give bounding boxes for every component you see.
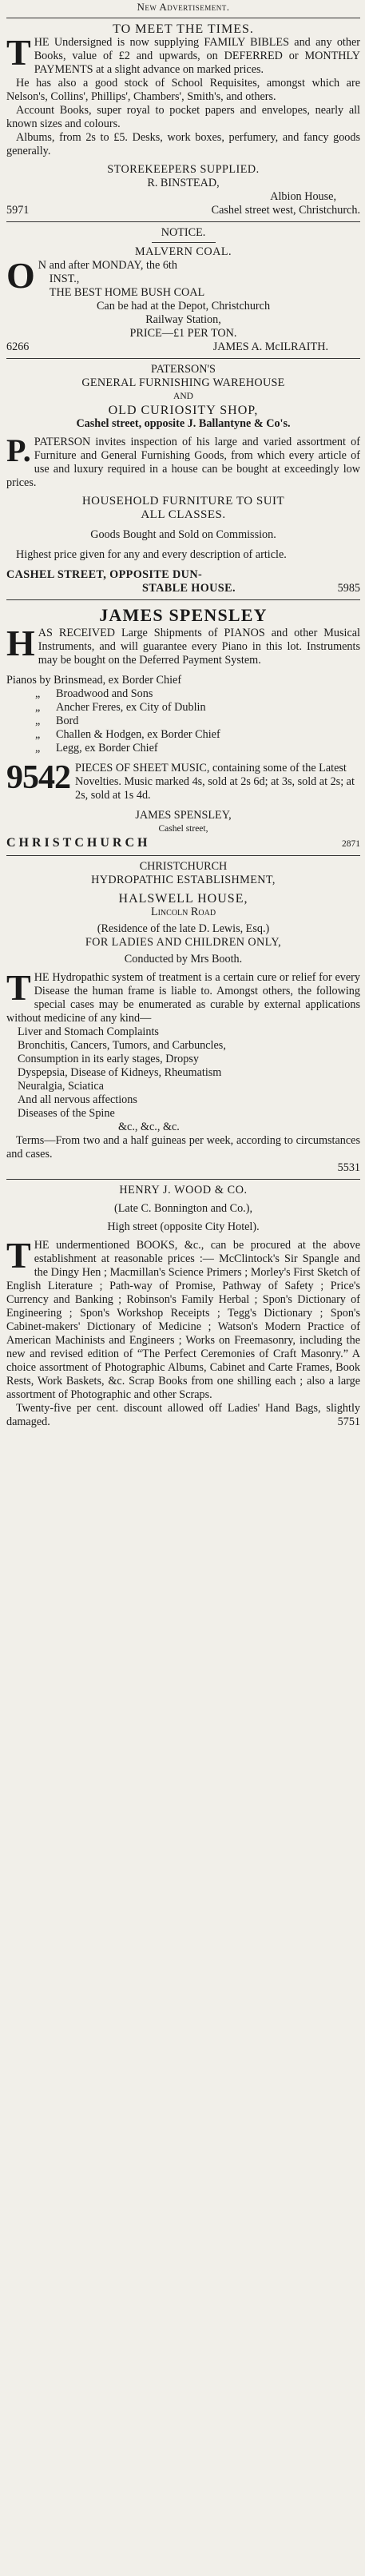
ad-number: 5985	[337, 582, 360, 595]
ad-line: Goods Bought and Sold on Commission.	[90, 528, 276, 541]
ad-audience: FOR LADIES AND CHILDREN ONLY,	[85, 936, 282, 949]
ailment-item: Liver and Stomach Complaints	[18, 1025, 159, 1038]
piano-list-item	[6, 728, 360, 742]
drop-cap: T	[6, 967, 31, 1008]
ad-body	[6, 255, 360, 300]
short-divider	[152, 242, 216, 243]
advertisement-paterson	[6, 363, 360, 595]
advertiser-name: JAMES SPENSLEY,	[135, 809, 232, 822]
ad-title: HENRY J. WOOD & CO.	[119, 1184, 248, 1196]
notice-label: NOTICE.	[161, 226, 206, 239]
ad-title: MALVERN COAL.	[134, 245, 232, 258]
piano-name: Bord	[56, 715, 79, 727]
ad-body-text: PATERSON invites inspection of his large and varied assortment of Furniture and General Furnishing Goods, from which every article of use and luxury required in a house can be bought at exceedingly low prices.	[6, 436, 360, 489]
ad-conductor: Conducted by Mrs Booth.	[124, 953, 243, 966]
ailment-item: Dyspepsia, Disease of Kidneys, Rheumatism	[18, 1066, 222, 1079]
ad-number: 5971	[6, 204, 30, 217]
sheet-music-count: 9542	[6, 759, 70, 796]
advertisement-spensley	[6, 604, 360, 851]
ad-residence: (Residence of the late D. Lewis, Esq.)	[97, 922, 270, 935]
ailment-item: And all nervous affections	[18, 1093, 137, 1106]
ad-price: PRICE—£1 PER TON.	[129, 327, 237, 340]
ditto-mark: „	[35, 728, 41, 741]
piano-name: Ancher Freres, ex City of Dublin	[56, 701, 206, 714]
divider	[6, 599, 360, 600]
ad-number: 5751	[337, 1415, 360, 1428]
ad-title-2: HYDROPATHIC ESTABLISHMENT,	[91, 874, 276, 886]
ad-title: TO MEET THE TIMES.	[113, 22, 254, 36]
ad-number: 2871	[342, 839, 360, 849]
ad-title-3: OLD CURIOSITY SHOP,	[108, 404, 259, 417]
address-line: Albion House,	[270, 190, 336, 203]
piano-list-item	[6, 742, 360, 755]
ailment-item: Diseases of the Spine	[18, 1107, 115, 1120]
ad-body-text: HE Undersigned is now supplying FAMILY BIBLES and any other Books, value of £2 and upwards, on DEFERRED or MONTHLY PAYMENTS at a slight advance on marked prices.	[34, 36, 360, 76]
drop-cap: O	[6, 255, 35, 296]
ad-body-4: Albums, from 2s to £5. Desks, work boxes, perfumery, and fancy goods generally.	[6, 131, 360, 157]
sheet-music-text: PIECES OF SHEET MUSIC, containing some of the Latest Novelties. Music marked 4s, sold at 2s 6d; at 3s, sold at 2s; at 2s, sold at 1s 4d.	[75, 762, 355, 802]
drop-cap: T	[6, 32, 31, 73]
sheet-music-block	[6, 759, 360, 802]
ad-body-2: He has also a good stock of School Requisites, amongst which are Nelson's, Collins', Phillips', Chambers', Smith's, and others.	[6, 77, 360, 103]
drop-cap: T	[6, 1235, 31, 1276]
advertiser-name: R. BINSTEAD,	[147, 177, 220, 189]
piano-list-header: Pianos by Brinsmead, ex Border Chief	[6, 674, 182, 687]
ditto-mark: „	[35, 742, 41, 754]
ad-conjunction: AND	[173, 392, 193, 401]
ad-title-2: GENERAL FURNISHING WAREHOUSE	[81, 376, 285, 389]
ailment-item: Neuralgia, Sciatica	[18, 1080, 104, 1093]
ad-body	[6, 1235, 360, 1402]
ad-body-text: HE undermentioned BOOKS, &c., can be procured at the above establishment at reasonable prices :— McClintock's Sir Spangle and the Dingy Hen ; Macmillan's Science Primers ; Morley's First Sketch of English Literature ; Path-way of Promise, Pathway of Safety ; Price's Currency and Banking ; Robinson's Family Herbal ; Spon's Dictionary of Engineering ; Spon's Workshop Receipts ; Tegg's Dictionary ; Spon's Cabinet-makers' Dictionary of Medicine ; Watson's Modern Practice of American Machinists and Engineers ; Works on Freemasonry, including the new and revised edition of “The Perfect Ceremonies of Craft Masonry.” A choice assortment of Photographic Albums, Cabinet and Carte Frames, Book Rests, Work Baskets, &c. Scrap Books from one shilling each ; also a large assortment of Photographic and other Scraps.	[6, 1239, 360, 1401]
ailment-item: Bronchitis, Cancers, Tumors, and Carbuncles,	[18, 1039, 226, 1052]
ad-body	[6, 967, 360, 1025]
ailment-list	[6, 1025, 360, 1121]
ad-terms: Terms—From two and a half guineas per week, according to circumstances and cases.	[6, 1134, 360, 1161]
ad-body-text: HE Hydropathic system of treatment is a certain cure or relief for every Disease the human frame is liable to. Amongst others, the following special cases may be enumerated as curable by external applications without medicine of any kind—	[6, 971, 360, 1025]
piano-list-item	[6, 687, 360, 701]
ad-body	[6, 432, 360, 490]
ad-footer	[6, 836, 360, 851]
ad-footer-line-2: STABLE HOUSE.	[142, 582, 236, 595]
ad-title: CHRISTCHURCH	[139, 860, 228, 873]
ad-location: Lincoln Road	[150, 906, 216, 918]
ad-subheading-2: ALL CLASSES.	[141, 508, 226, 521]
ad-title: PATERSON'S	[151, 363, 216, 376]
ad-etcetera: &c., &c., &c.	[118, 1121, 180, 1133]
address-line-2: Cashel street west, Christchurch.	[211, 204, 360, 217]
ditto-mark: „	[35, 687, 41, 700]
ad-body	[6, 623, 360, 667]
ad-number: 5531	[337, 1161, 360, 1174]
piano-list	[6, 687, 360, 755]
drop-cap: H	[6, 623, 35, 663]
ad-body-3: Account Books, super royal to pocket papers and envelopes, nearly all known sizes and colours.	[6, 104, 360, 130]
ad-city: CHRISTCHURCH	[6, 836, 151, 850]
ditto-mark: „	[35, 715, 41, 727]
advertiser-name: JAMES A. McILRAITH.	[212, 340, 328, 353]
section-header: New Advertisement.	[137, 1, 230, 13]
ad-line: Highest price given for any and every description of article.	[16, 548, 287, 561]
ad-body-text: AS RECEIVED Large Shipments of PIANOS and other Musical Instruments, and will guarantee every Piano in this lot. Instruments may be bought on the Deferred Payment System.	[38, 627, 360, 667]
ad-discount	[6, 1402, 360, 1429]
ad-subheading: STOREKEEPERS SUPPLIED.	[107, 163, 260, 176]
ad-line: Railway Station,	[145, 313, 221, 326]
ailment-item: Consumption in its early stages, Dropsy	[18, 1053, 199, 1065]
ad-title: JAMES SPENSLEY	[99, 605, 268, 625]
ad-subheading: HOUSEHOLD FURNITURE TO SUIT	[81, 495, 285, 508]
drop-cap: P.	[6, 432, 31, 468]
ad-line: INST.,	[49, 273, 80, 285]
ad-footer	[6, 340, 360, 354]
ad-line: N and after MONDAY, the 6th	[38, 259, 177, 272]
ditto-mark: „	[35, 701, 41, 714]
advertisement-coal	[6, 226, 360, 354]
ad-line: THE BEST HOME BUSH COAL	[49, 286, 205, 299]
ad-subtitle: (Late C. Bonnington and Co.),	[114, 1202, 252, 1215]
advertisement-binstead	[6, 0, 360, 217]
piano-name: Challen & Hodgen, ex Border Chief	[56, 728, 220, 741]
ad-footer	[6, 204, 360, 217]
ad-street: Cashel street,	[158, 824, 208, 834]
ad-address: Cashel street, opposite J. Ballantyne & Co's.	[76, 417, 291, 430]
ad-discount-text: Twenty-five per cent. discount allowed off Ladies' Hand Bags, slightly damaged.	[6, 1402, 360, 1428]
divider	[6, 221, 360, 222]
ad-line: Can be had at the Depot, Christchurch	[96, 300, 271, 313]
divider	[6, 855, 360, 856]
ad-number: 6266	[6, 340, 30, 353]
piano-name: Broadwood and Sons	[56, 687, 153, 700]
ad-footer-line: CASHEL STREET, OPPOSITE DUN-	[6, 568, 203, 581]
piano-name: Legg, ex Border Chief	[56, 742, 158, 754]
advertisement-wood	[6, 1184, 360, 1429]
ad-address: High street (opposite City Hotel).	[107, 1220, 260, 1233]
ad-body	[6, 32, 360, 77]
advertisement-hydropathic	[6, 860, 360, 1175]
ad-footer	[6, 582, 360, 595]
piano-list-item	[6, 701, 360, 715]
ad-title-3: HALSWELL HOUSE,	[118, 892, 248, 906]
piano-list-item	[6, 715, 360, 728]
divider	[6, 358, 360, 359]
divider	[6, 1179, 360, 1180]
